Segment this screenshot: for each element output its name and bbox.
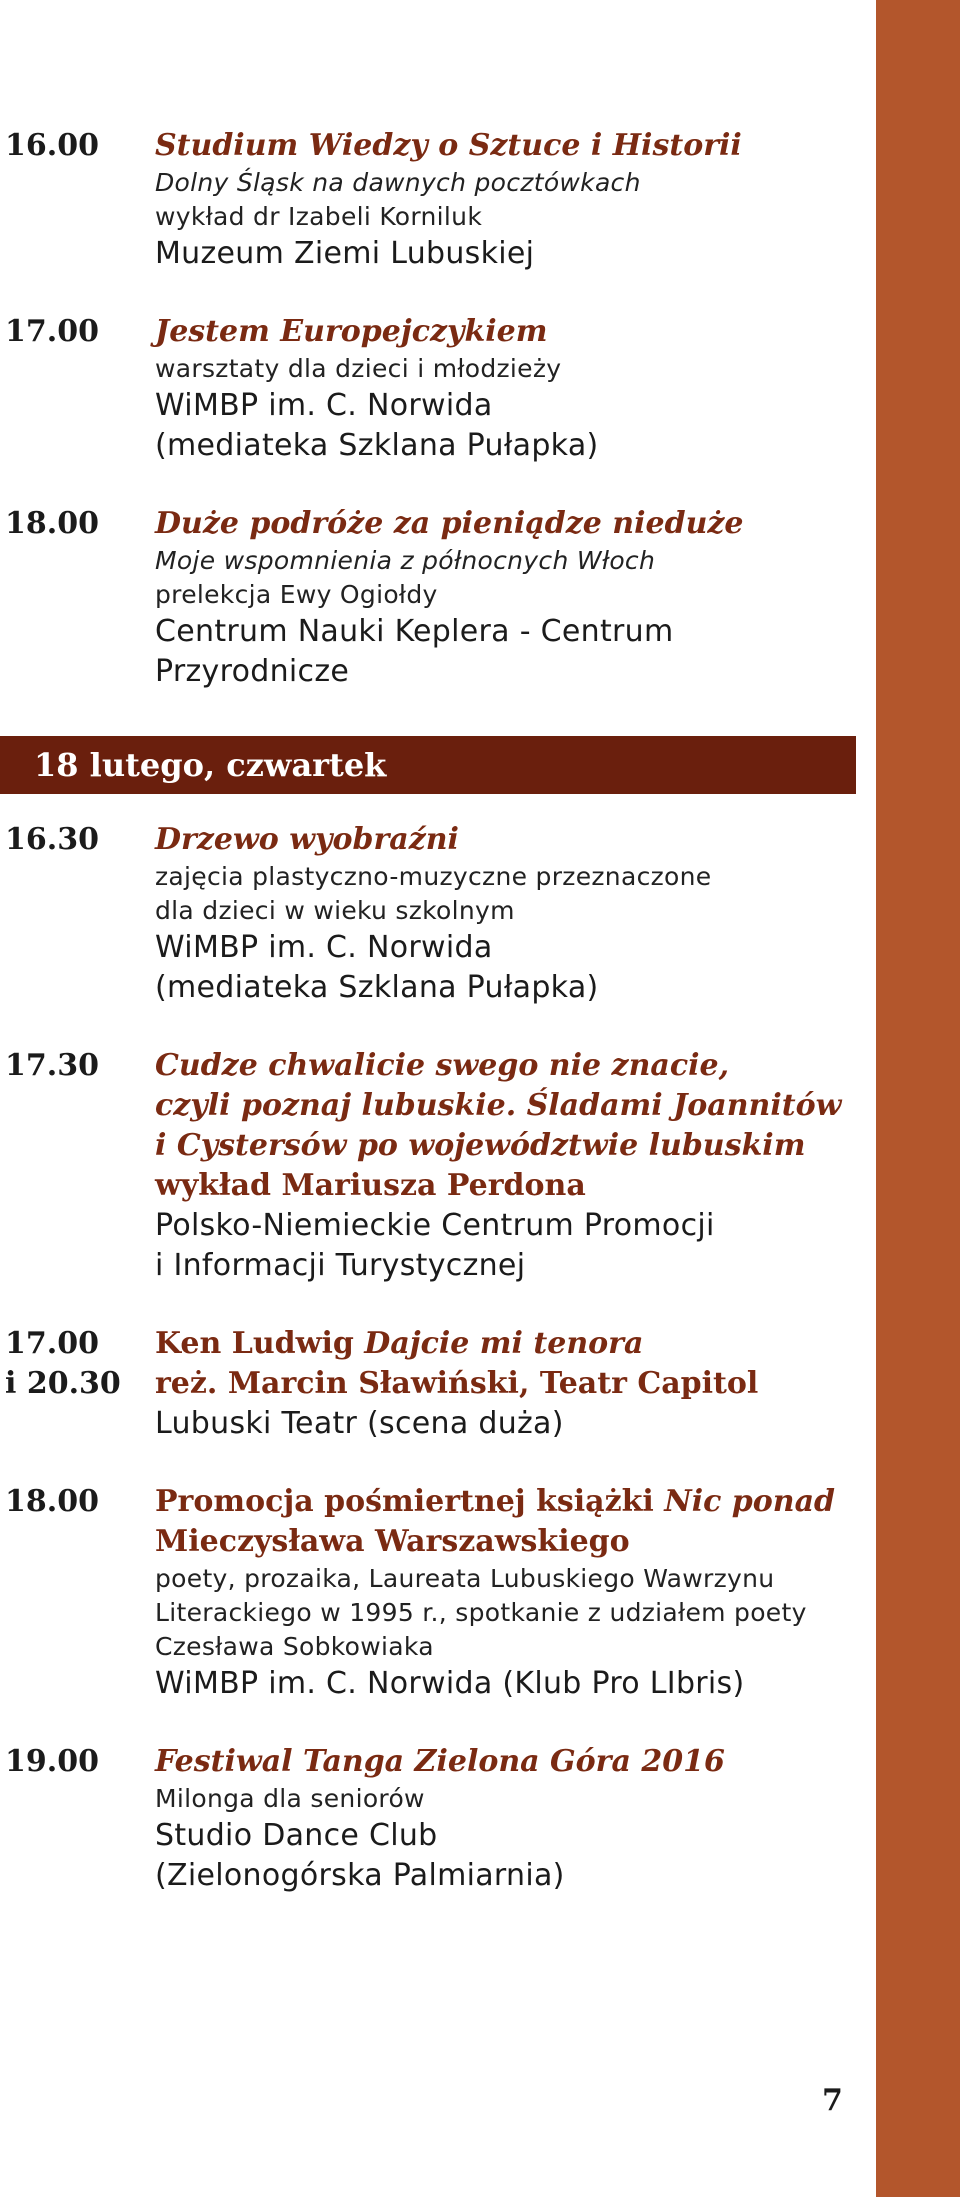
event-title: Jestem Europejczykiem xyxy=(155,314,548,349)
event-venue: Polsko-Niemieckie Centrum Promocji i Informacji Turystycznej xyxy=(155,1208,715,1283)
event-1700-europejczyk xyxy=(0,312,876,466)
day-header: 18 lutego, czwartek xyxy=(0,736,856,794)
event-1600-studium xyxy=(0,126,876,274)
event-venue: Lubuski Teatr (scena duża) xyxy=(155,1406,564,1441)
event-venue: Muzeum Ziemi Lubuskiej xyxy=(155,236,535,271)
event-subtitle: Dolny Śląsk na dawnych pocztówkach xyxy=(155,168,641,197)
event-description: wykład dr Izabeli Korniluk xyxy=(155,202,483,231)
event-description: prelekcja Ewy Ogiołdy xyxy=(155,580,438,609)
event-title: Studium Wiedzy o Sztuce i Historii xyxy=(155,128,742,163)
event-title: czyli poznaj lubuskie. Śladami Joannitów xyxy=(155,1088,842,1123)
page-number: 7 xyxy=(822,2083,843,2118)
event-time: 19.00 xyxy=(5,1744,99,1779)
event-venue: Centrum Nauki Keplera - Centrum Przyrodnicze xyxy=(155,614,674,689)
event-description: Milonga dla seniorów xyxy=(155,1784,425,1813)
event-lecturer: wykład Mariusza Perdona xyxy=(155,1168,586,1203)
event-description: poety, prozaika, Laureata Lubuskiego Wawrzynu Literackiego w 1995 r., spotkanie z udziałem poety Czesława Sobkowiaka xyxy=(155,1564,807,1661)
event-time: 18.00 xyxy=(5,1484,99,1519)
event-time: 18.00 xyxy=(5,506,99,541)
event-1800-podroze xyxy=(0,504,876,692)
event-time: 17.00 i 20.30 xyxy=(5,1326,121,1401)
event-title: Promocja pośmiertnej książki Nic ponad xyxy=(155,1484,836,1519)
event-title: Duże podróże za pieniądze nieduże xyxy=(155,506,744,541)
event-description: warsztaty dla dzieci i młodzieży xyxy=(155,354,562,383)
event-1730-lubuskie xyxy=(0,1046,876,1286)
event-time: 17.00 xyxy=(5,314,99,349)
event-venue: WiMBP im. C. Norwida (Klub Pro LIbris) xyxy=(155,1666,745,1701)
event-venue: Studio Dance Club (Zielonogórska Palmiarnia) xyxy=(155,1818,565,1893)
event-time: 16.00 xyxy=(5,128,99,163)
event-title: Festiwal Tanga Zielona Góra 2016 xyxy=(155,1744,725,1779)
event-director: reż. Marcin Sławiński, Teatr Capitol xyxy=(155,1366,759,1401)
event-1700-tenor xyxy=(0,1324,876,1444)
program-content xyxy=(0,126,876,1896)
event-title: i Cystersów po województwie lubuskim xyxy=(155,1128,806,1163)
event-title: Ken Ludwig Dajcie mi tenora xyxy=(155,1326,644,1361)
event-1800-promocja xyxy=(0,1482,876,1704)
event-title: Cudze chwalicie swego nie znacie, xyxy=(155,1048,730,1083)
event-1630-drzewo xyxy=(0,820,876,1008)
event-description: zajęcia plastyczno-muzyczne przeznaczone dla dzieci w wieku szkolnym xyxy=(155,862,712,925)
event-venue: WiMBP im. C. Norwida (mediateka Szklana Pułapka) xyxy=(155,930,599,1005)
event-title: Drzewo wyobraźni xyxy=(155,822,459,857)
event-venue: WiMBP im. C. Norwida (mediateka Szklana Pułapka) xyxy=(155,388,599,463)
decorative-side-bar xyxy=(876,0,960,2197)
event-1900-tango xyxy=(0,1742,876,1896)
event-time: 16.30 xyxy=(5,822,99,857)
event-title: Mieczysława Warszawskiego xyxy=(155,1524,630,1559)
event-time: 17.30 xyxy=(5,1048,99,1083)
event-subtitle: Moje wspomnienia z północnych Włoch xyxy=(155,546,656,575)
